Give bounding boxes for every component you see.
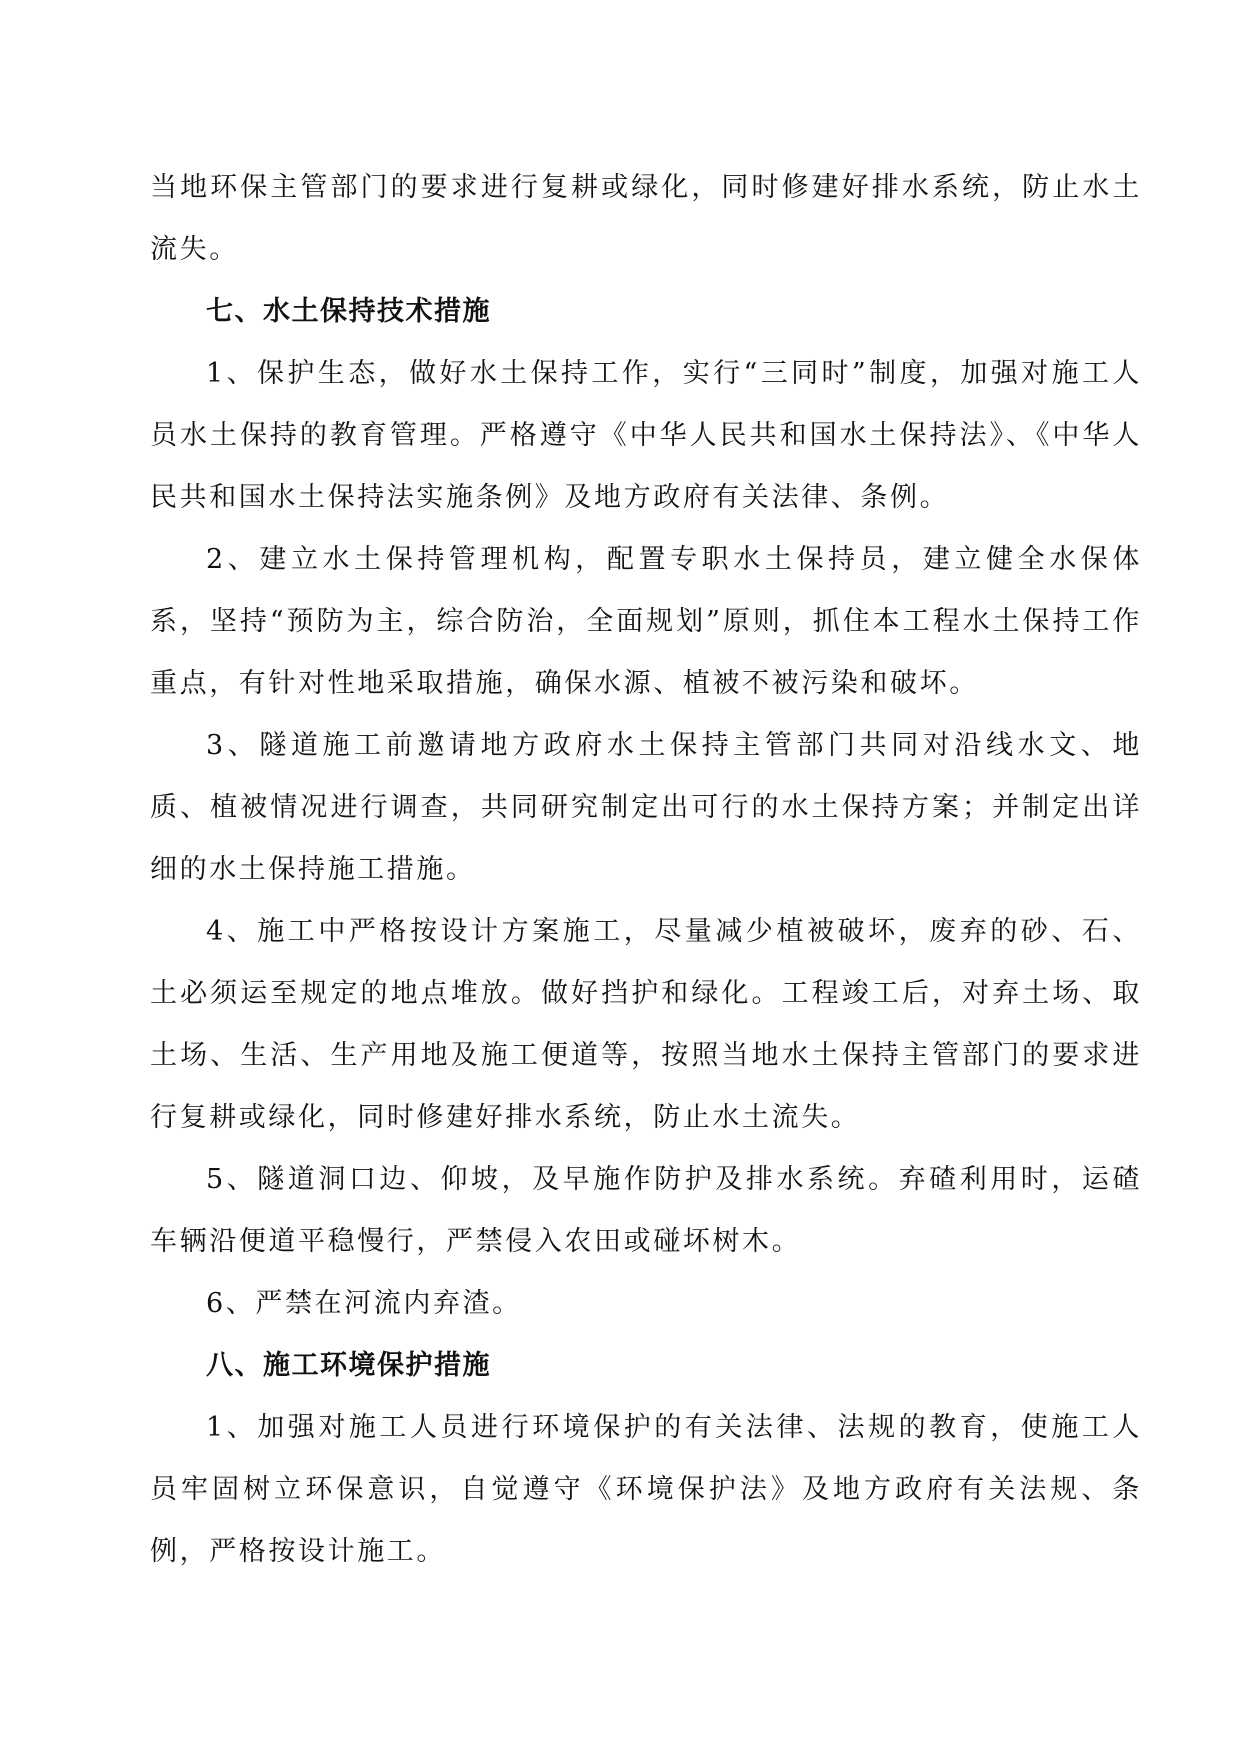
paragraph-item-5: 5、隧道洞口边、仰坡，及早施作防护及排水系统。弃碴利用时，运碴车辆沿便道平稳慢行，严禁侵入农田或碰坏树木。 <box>150 1164 1142 1257</box>
paragraph-item-3: 3、隧道施工前邀请地方政府水土保持主管部门共同对沿线水文、地质、植被情况进行调查，共同研究制定出可行的水土保持方案；并制定出详细的水土保持施工措施。 <box>150 730 1142 885</box>
paragraph-env-item-1: 1、加强对施工人员进行环境保护的有关法律、法规的教育，使施工人员牢固树立环保意识，自觉遵守《环境保护法》及地方政府有关法规、条例，严格按设计施工。 <box>150 1412 1142 1567</box>
paragraph-continuation: 当地环保主管部门的要求进行复耕或绿化，同时修建好排水系统，防止水土流失。 <box>150 172 1142 265</box>
section-heading-environment-protection: 八、施工环境保护措施 <box>206 1350 491 1381</box>
paragraph-item-6: 6、严禁在河流内弃渣。 <box>206 1288 522 1319</box>
paragraph-item-1: 1、保护生态，做好水土保持工作，实行“三同时”制度，加强对施工人员水土保持的教育管理。严格遵守《中华人民共和国水土保持法》、《中华人民共和国水土保持法实施条例》及地方政府有关法律、条例。 <box>150 358 1142 513</box>
paragraph-item-4: 4、施工中严格按设计方案施工，尽量减少植被破坏，废弃的砂、石、土必须运至规定的地点堆放。做好挡护和绿化。工程竣工后，对弃土场、取土场、生活、生产用地及施工便道等，按照当地水土保持主管部门的要求进行复耕或绿化，同时修建好排水系统，防止水土流失。 <box>150 916 1142 1133</box>
section-heading-soil-conservation: 七、水土保持技术措施 <box>206 296 491 327</box>
paragraph-item-2: 2、建立水土保持管理机构，配置专职水土保持员，建立健全水保体系，坚持“预防为主，综合防治，全面规划”原则，抓住本工程水土保持工作重点，有针对性地采取措施，确保水源、植被不被污染和破坏。 <box>150 544 1142 699</box>
document-page <box>150 157 1142 1583</box>
